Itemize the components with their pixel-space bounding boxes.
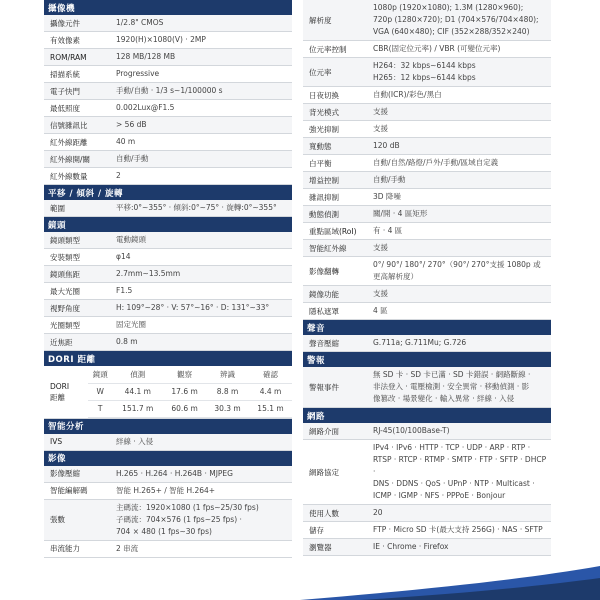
spec-value-line: φ14 xyxy=(116,252,131,261)
spec-row xyxy=(44,434,292,451)
spec-label: 位元率控制 xyxy=(309,44,347,54)
spec-value-line: 支援 xyxy=(373,289,388,298)
spec-value xyxy=(114,200,292,216)
spec-value-line: 支援 xyxy=(373,124,388,133)
spec-label: IVS xyxy=(50,437,63,446)
section-header: 鏡頭 xyxy=(44,217,292,232)
spec-row xyxy=(44,232,292,249)
spec-label: 鏡頭類型 xyxy=(50,235,80,245)
spec-value-line: 有 · 4 區 xyxy=(373,226,403,235)
spec-row xyxy=(303,223,551,240)
spec-value-line: 平移:0°~355° · 傾斜:0°~75° · 旋轉:0°~355° xyxy=(116,203,277,212)
section-header: DORI 距離 xyxy=(44,351,292,366)
dori-cell: T xyxy=(88,400,112,417)
spec-label: 雜訊抑制 xyxy=(309,192,339,202)
section-header: 影像 xyxy=(44,451,292,466)
spec-table xyxy=(44,200,292,217)
spec-row xyxy=(44,168,292,185)
spec-label: 隱私遮罩 xyxy=(309,306,339,316)
spec-row xyxy=(303,0,551,41)
spec-row xyxy=(303,58,551,87)
spec-row xyxy=(44,32,292,49)
dori-header-cell: 觀察 xyxy=(163,366,206,383)
dori-grid xyxy=(44,366,292,418)
spec-value xyxy=(114,151,292,167)
spec-value-line: 3D 降噪 xyxy=(373,192,401,201)
spec-value-line: 子碼流：704×576 (1 fps~25 fps) · xyxy=(116,514,242,524)
spec-value xyxy=(371,0,551,40)
spec-value-line: > 56 dB xyxy=(116,120,147,129)
spec-label: 解析度 xyxy=(309,15,332,25)
spec-row xyxy=(44,541,292,558)
section-header: 聲音 xyxy=(303,320,551,335)
spec-value-line: CBR(固定位元率) / VBR (可變位元率) xyxy=(373,44,501,53)
spec-value xyxy=(371,104,551,120)
spec-label: 紅外線開/關 xyxy=(50,154,91,164)
spec-row xyxy=(303,335,551,352)
spec-label: 背光模式 xyxy=(309,107,339,117)
spec-value xyxy=(114,49,292,65)
spec-value-line: RJ-45(10/100Base-T) xyxy=(373,426,450,435)
dori-cell: 44.1 m xyxy=(112,383,163,400)
spec-row xyxy=(303,206,551,223)
spec-row xyxy=(44,200,292,217)
spec-label: 有效像素 xyxy=(50,35,80,45)
spec-row xyxy=(303,522,551,539)
section-header: 警報 xyxy=(303,352,551,367)
spec-value-line: 主碼流：1920×1080 (1 fps~25/30 fps) xyxy=(116,502,259,512)
spec-label: 鏡像功能 xyxy=(309,289,339,299)
spec-value-line: 關/開 · 4 區矩形 xyxy=(373,209,428,218)
spec-value xyxy=(114,249,292,265)
spec-value-line: 40 m xyxy=(116,137,136,146)
spec-label: 白平衡 xyxy=(309,158,332,168)
spec-value-line: 704 × 480 (1 fps~30 fps) xyxy=(116,526,212,536)
spec-label: ROM/RAM xyxy=(50,52,87,62)
spec-row xyxy=(44,100,292,117)
spec-table xyxy=(303,335,551,352)
spec-label: 電子快門 xyxy=(50,86,80,96)
spec-value xyxy=(371,206,551,222)
spec-label: 串流能力 xyxy=(50,544,80,553)
spec-value-line: IPv4 · IPv6 · HTTP · TCP · UDP · ARP · RTP · xyxy=(373,443,531,452)
spec-value-line: 2 串流 xyxy=(116,543,139,553)
spec-value xyxy=(114,232,292,248)
spec-value-line: 自動(ICR)/彩色/黑白 xyxy=(373,90,442,99)
spec-value-line: 128 MB/128 MB xyxy=(116,52,176,61)
dori-header-cell: 辨識 xyxy=(206,366,249,383)
spec-value-line: 0.002Lux@F1.5 xyxy=(116,103,175,112)
spec-label: 使用人數 xyxy=(309,508,339,518)
spec-row xyxy=(303,172,551,189)
spec-value xyxy=(114,134,292,150)
spec-value-line: 4 區 xyxy=(373,306,388,315)
spec-row xyxy=(44,283,292,300)
dori-cell: 15.1 m xyxy=(249,400,292,417)
spec-label: 日夜切換 xyxy=(309,90,339,100)
spec-label: 攝像元件 xyxy=(50,18,80,28)
spec-value xyxy=(371,172,551,188)
spec-label: 位元率 xyxy=(309,67,332,77)
spec-label: 紅外線數量 xyxy=(50,171,88,181)
spec-value-line: 電動鏡頭 xyxy=(116,235,146,244)
spec-label: 掃描系統 xyxy=(50,69,80,79)
spec-value-line: G.711a; G.711Mu; G.726 xyxy=(373,338,467,347)
spec-row xyxy=(44,317,292,334)
spec-table xyxy=(303,367,551,408)
spec-value-line: 20 xyxy=(373,508,383,517)
spec-row xyxy=(303,257,551,286)
spec-row xyxy=(44,83,292,100)
spec-value xyxy=(371,367,551,407)
spec-label: 重點區域(RoI) xyxy=(309,226,357,236)
spec-value xyxy=(371,223,551,239)
spec-value xyxy=(371,240,551,256)
spec-value xyxy=(371,423,551,439)
spec-row xyxy=(303,286,551,303)
dori-cell: 30.3 m xyxy=(206,400,249,417)
section-header: 智能分析 xyxy=(44,419,292,434)
left-spec-column xyxy=(44,0,292,558)
spec-value-line: 自動/手動 xyxy=(116,154,149,163)
spec-row xyxy=(44,151,292,168)
spec-value-line: 0°/ 90°/ 180°/ 270°（90°/ 270°支援 1080p 或 xyxy=(373,260,541,269)
spec-value xyxy=(371,522,551,538)
spec-row xyxy=(303,539,551,556)
spec-label: 網路介面 xyxy=(309,426,339,436)
spec-label: 增益控制 xyxy=(309,175,339,185)
spec-value-line: H.265 · H.264 · H.264B · MJPEG xyxy=(116,468,233,478)
spec-value-line: FTP · Micro SD 卡(最大支持 256G) · NAS · SFTP xyxy=(373,525,543,534)
spec-row xyxy=(44,466,292,483)
spec-value-line: IE · Chrome · Firefox xyxy=(373,542,449,551)
spec-row xyxy=(303,189,551,206)
spec-label: 鏡頭焦距 xyxy=(50,269,80,279)
spec-value-line: 絆線 · 入侵 xyxy=(116,436,154,446)
spec-row xyxy=(44,49,292,66)
spec-value xyxy=(114,500,292,540)
spec-value-line: ICMP · IGMP · NFS · PPPoE · Bonjour xyxy=(373,491,506,500)
spec-value xyxy=(114,83,292,99)
spec-value-line: 非法登入 · 電壓檢測 · 安全異常 · 移動偵測 · 影 xyxy=(373,382,530,391)
spec-label: 影像翻轉 xyxy=(309,266,339,276)
spec-label: 聲音壓縮 xyxy=(309,338,339,348)
spec-label: 最大光圈 xyxy=(50,286,80,296)
spec-value-line: 像篡改 · 場景變化 · 輸入異常 · 絆線 · 入侵 xyxy=(373,394,515,403)
spec-table xyxy=(44,466,292,558)
spec-label: 智能紅外線 xyxy=(309,243,347,253)
spec-value-line: 固定光圈 xyxy=(116,320,146,329)
spec-value xyxy=(114,66,292,82)
spec-value-line: 智能 H.265+ / 智能 H.264+ xyxy=(116,485,216,495)
spec-label: 視野角度 xyxy=(50,303,80,313)
spec-label: 網路協定 xyxy=(309,467,339,477)
spec-table xyxy=(44,15,292,185)
spec-label: 智能編解碼 xyxy=(50,486,88,495)
dori-side-label xyxy=(44,366,88,417)
spec-label: 寬動態 xyxy=(309,141,332,151)
dori-cell: 60.6 m xyxy=(163,400,206,417)
spec-value xyxy=(371,189,551,205)
spec-row xyxy=(303,440,551,505)
spec-label: 信號雜訊比 xyxy=(50,120,88,130)
spec-value-line: VGA (640×480); CIF (352×288/352×240) xyxy=(373,27,530,36)
spec-value xyxy=(114,100,292,116)
spec-row xyxy=(303,240,551,257)
spec-row xyxy=(303,505,551,522)
spec-label: 影像壓縮 xyxy=(50,469,80,478)
spec-table xyxy=(44,232,292,351)
spec-value-line: 2.7mm~13.5mm xyxy=(116,269,181,278)
spec-value-line: H265：12 kbps~6144 kbps xyxy=(373,73,476,82)
spec-value-line: 自動/自然/路燈/戶外/手動/區域自定義 xyxy=(373,158,499,167)
spec-row xyxy=(303,41,551,58)
spec-value xyxy=(114,483,292,499)
spec-value xyxy=(114,32,292,48)
spec-value-line: 1920(H)×1080(V) · 2MP xyxy=(116,35,206,44)
spec-label: 警報事件 xyxy=(309,382,339,392)
spec-table xyxy=(303,423,551,556)
spec-value xyxy=(371,505,551,521)
spec-value xyxy=(371,286,551,302)
spec-value xyxy=(371,121,551,137)
spec-value xyxy=(114,117,292,133)
section-header: 網路 xyxy=(303,408,551,423)
spec-row xyxy=(44,483,292,500)
spec-row xyxy=(44,15,292,32)
section-header: 攝像機 xyxy=(44,0,292,15)
spec-label: 瀏覽器 xyxy=(309,542,332,552)
spec-value xyxy=(371,87,551,103)
spec-value xyxy=(114,300,292,316)
spec-value xyxy=(114,334,292,350)
spec-label: 儲存 xyxy=(309,525,324,535)
spec-row xyxy=(44,300,292,317)
spec-value-line: RTSP · RTCP · RTMP · SMTP · FTP · SFTP · DHCP · xyxy=(373,455,547,476)
dori-header-cell: 確認 xyxy=(249,366,292,383)
spec-row xyxy=(44,134,292,151)
spec-value-line: 無 SD 卡 · SD 卡已滿 · SD 卡錯誤 · 網路斷線 · xyxy=(373,370,531,379)
spec-table xyxy=(44,434,292,451)
spec-row xyxy=(303,104,551,121)
spec-label: 動態偵測 xyxy=(309,209,339,219)
spec-value xyxy=(371,335,551,351)
spec-value-line: 支援 xyxy=(373,107,388,116)
spec-label: 強光抑制 xyxy=(309,124,339,134)
dori-cell: W xyxy=(88,383,112,400)
spec-row xyxy=(303,138,551,155)
spec-value-line: 1/2.8" CMOS xyxy=(116,18,164,27)
spec-value-line: 支援 xyxy=(373,243,388,252)
spec-value-line: Progressive xyxy=(116,69,160,78)
decorative-wave xyxy=(0,560,600,600)
spec-row xyxy=(303,303,551,320)
spec-value-line: 2 xyxy=(116,171,121,180)
dori-header-cell: 偵測 xyxy=(112,366,163,383)
spec-row xyxy=(44,249,292,266)
spec-label: 安裝類型 xyxy=(50,252,80,262)
spec-row xyxy=(303,423,551,440)
spec-value xyxy=(371,440,551,504)
spec-value xyxy=(114,317,292,333)
spec-row xyxy=(44,117,292,134)
spec-value xyxy=(371,303,551,319)
spec-value xyxy=(371,58,551,86)
spec-value-line: 更高解析度） xyxy=(373,272,418,281)
spec-value-line: 120 dB xyxy=(373,141,400,150)
spec-value xyxy=(114,15,292,31)
spec-row xyxy=(303,155,551,172)
dori-side-line: DORI xyxy=(50,381,70,391)
spec-row xyxy=(303,121,551,138)
dori-cell: 4.4 m xyxy=(249,383,292,400)
spec-value xyxy=(114,541,292,557)
spec-value xyxy=(371,539,551,555)
spec-row xyxy=(44,66,292,83)
spec-label: 最低照度 xyxy=(50,103,80,113)
spec-label: 範圍 xyxy=(50,203,65,213)
spec-value-line: 720p (1280×720); D1 (704×576/704×480); xyxy=(373,15,539,24)
dori-table xyxy=(44,366,292,419)
dori-cell: 151.7 m xyxy=(112,400,163,417)
spec-label: 光圈類型 xyxy=(50,320,80,330)
spec-value xyxy=(371,155,551,171)
spec-row xyxy=(303,87,551,104)
spec-value-line: F1.5 xyxy=(116,286,133,295)
dori-side-line: 距離 xyxy=(50,392,65,402)
spec-value xyxy=(371,257,551,285)
spec-value xyxy=(114,466,292,482)
spec-value-line: 手動/自動 · 1/3 s~1/100000 s xyxy=(116,86,223,95)
dori-cell: 17.6 m xyxy=(163,383,206,400)
spec-value xyxy=(371,41,551,57)
spec-label: 近焦距 xyxy=(50,337,73,347)
spec-value-line: 0.8 m xyxy=(116,337,138,346)
spec-row xyxy=(44,500,292,541)
spec-value-line: H264：32 kbps~6144 kbps xyxy=(373,61,476,70)
spec-value xyxy=(114,283,292,299)
spec-value xyxy=(114,434,292,450)
spec-table xyxy=(303,0,551,320)
spec-row xyxy=(44,334,292,351)
spec-value xyxy=(114,266,292,282)
dori-header-cell: 鏡頭 xyxy=(88,366,112,383)
spec-value-line: H: 109°~28° · V: 57°~16° · D: 131°~33° xyxy=(116,303,270,312)
spec-row xyxy=(44,266,292,283)
section-header: 平移 / 傾斜 / 旋轉 xyxy=(44,185,292,200)
spec-value-line: DNS · DDNS · QoS · UPnP · NTP · Multicast · xyxy=(373,479,535,488)
spec-label: 張數 xyxy=(50,515,65,524)
spec-value-line: 自動/手動 xyxy=(373,175,406,184)
spec-value-line: 1080p (1920×1080); 1.3M (1280×960); xyxy=(373,3,524,12)
spec-value xyxy=(371,138,551,154)
right-spec-column xyxy=(303,0,551,556)
spec-row xyxy=(303,367,551,408)
spec-value xyxy=(114,168,292,184)
spec-label: 紅外線距離 xyxy=(50,137,88,147)
dori-cell: 8.8 m xyxy=(206,383,249,400)
